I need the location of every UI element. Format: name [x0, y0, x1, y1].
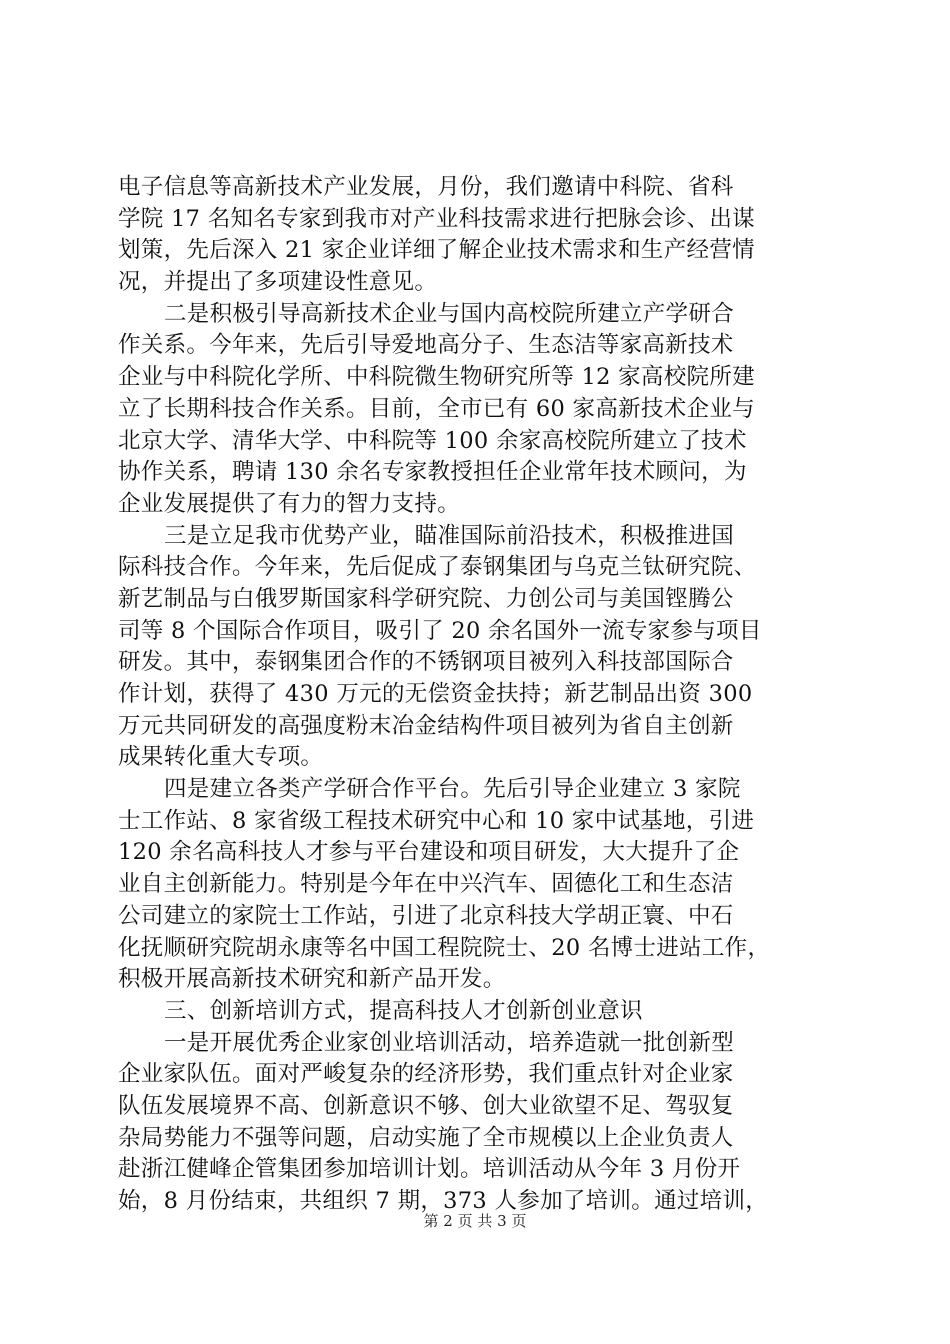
text-line: 队伍发展境界不高、创新意识不够、创大业欲望不足、驾驭复 — [118, 1092, 734, 1119]
text-line: 积极开展高新技术研究和新产品开发。 — [118, 966, 506, 993]
text-line: 立了长期科技合作关系。目前，全市已有 60 家高新技术企业与 — [118, 395, 755, 422]
text-line: 化抚顺研究院胡永康等名中国工程院院士、20 名博士进站工作， — [118, 934, 771, 961]
text-line: 北京大学、清华大学、中科院等 100 余家高校院所建立了技术 — [118, 427, 747, 454]
text-line: 电子信息等高新技术产业发展，月份，我们邀请中科院、省科 — [118, 174, 734, 200]
document-body — [118, 172, 838, 1218]
text-line: 120 余名高科技人才参与平台建设和项目研发，大大提升了企 — [118, 839, 740, 866]
text-line: 企业家队伍。面对严峻复杂的经济形势，我们重点针对企业家 — [118, 1061, 734, 1088]
section-heading: 三、创新培训方式，提高科技人才创新创业意识 — [164, 997, 643, 1024]
text-line: 赴浙江健峰企管集团参加培训计划。培训活动从今年 3 月份开 — [118, 1156, 741, 1183]
text-line: 成果转化重大专项。 — [118, 744, 324, 771]
paragraph-start-line: 三是立足我市优势产业，瞄准国际前沿技术，积极推进国 — [164, 522, 735, 549]
text-line: 划策，先后深入 21 家企业详细了解企业技术需求和生产经营情 — [118, 237, 755, 264]
text-line: 杂局势能力不强等问题，启动实施了全市规模以上企业负责人 — [118, 1124, 734, 1151]
text-line: 况，并提出了多项建设性意见。 — [118, 269, 438, 296]
text-line: 学院 17 名知名专家到我市对产业科技需求进行把脉会诊、出谋 — [118, 205, 755, 232]
text-line: 研发。其中，泰钢集团合作的不锈钢项目被列入科技部国际合 — [118, 649, 734, 676]
text-line: 士工作站、8 家省级工程技术研究中心和 10 家中试基地，引进 — [118, 807, 755, 834]
text-line: 公司建立的家院士工作站，引进了北京科技大学胡正寰、中石 — [118, 902, 734, 929]
text-line: 际科技合作。今年来，先后促成了泰钢集团与乌克兰钛研究院、 — [118, 554, 757, 581]
text-line: 始，8 月份结束，共组织 7 期，373 人参加了培训。通过培训， — [118, 1188, 769, 1214]
text-line: 企业与中科院化学所、中科院微生物研究所等 12 家高校院所建 — [118, 364, 755, 391]
text-line: 作计划，获得了 430 万元的无偿资金扶持；新艺制品出资 300 — [118, 681, 753, 707]
page-footer: 第 2 页 共 3 页 — [423, 1212, 527, 1230]
paragraph-start-line: 二是积极引导高新技术企业与国内高校院所建立产学研合 — [164, 300, 735, 327]
text-line: 作关系。今年来，先后引导爱地高分子、生态洁等家高新技术 — [118, 332, 734, 359]
text-line: 业自主创新能力。特别是今年在中兴汽车、固德化工和生态洁 — [118, 871, 734, 898]
text-line: 企业发展提供了有力的智力支持。 — [118, 490, 461, 517]
text-line: 司等 8 个国际合作项目，吸引了 20 余名国外一流专家参与项目 — [118, 617, 762, 644]
text-line: 新艺制品与白俄罗斯国家科学研究院、力创公司与美国铿腾公 — [118, 585, 734, 612]
text-line: 万元共同研发的高强度粉末冶金结构件项目被列为省自主创新 — [118, 712, 734, 739]
paragraph-start-line: 一是开展优秀企业家创业培训活动，培养造就一批创新型 — [164, 1029, 735, 1056]
text-line: 协作关系，聘请 130 余名专家教授担任企业常年技术顾问，为 — [118, 459, 747, 486]
paragraph-start-line: 四是建立各类产学研合作平台。先后引导企业建立 3 家院 — [164, 776, 741, 803]
